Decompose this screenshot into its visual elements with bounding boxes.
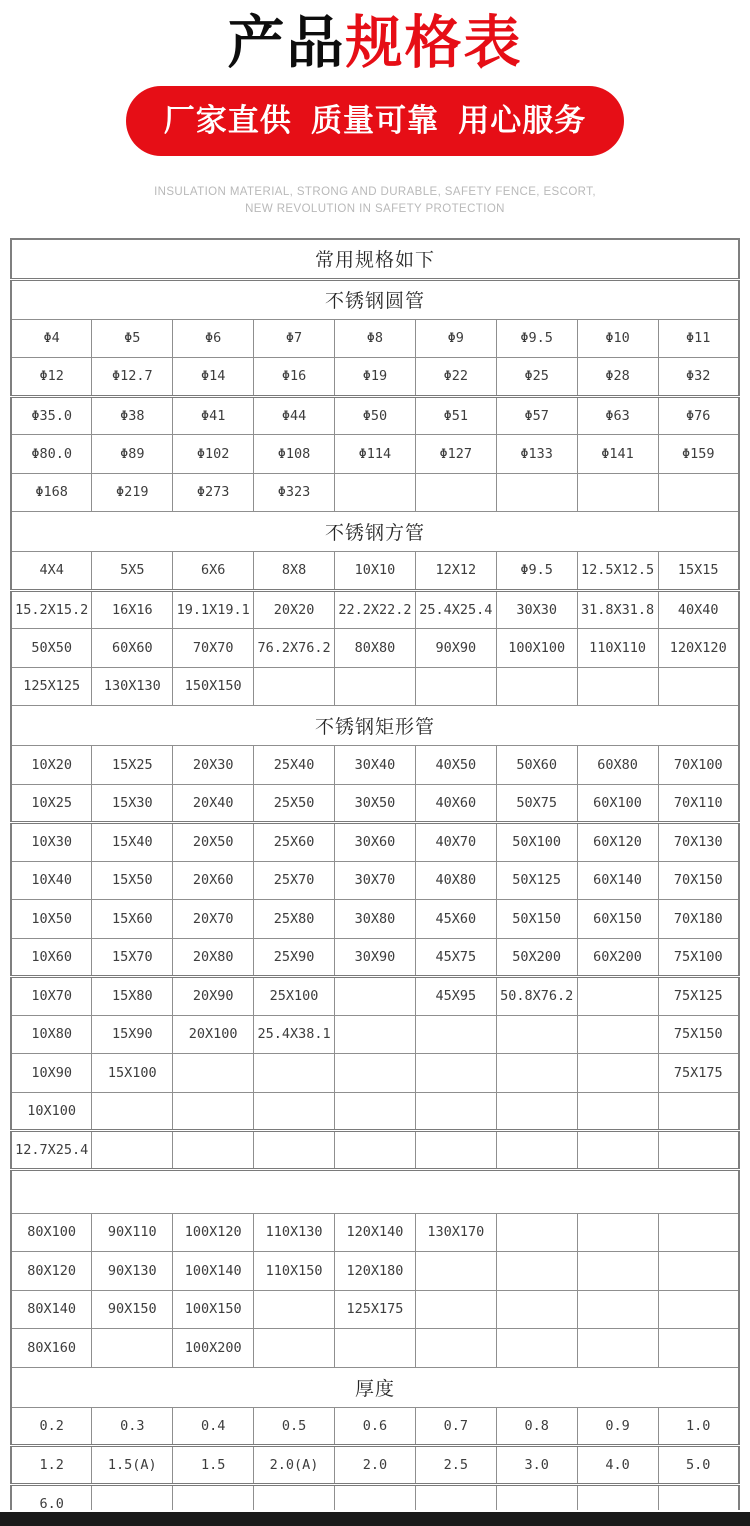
spec-cell: 125X175 — [335, 1290, 416, 1329]
spec-row — [11, 861, 739, 900]
spec-cell: 80X160 — [11, 1329, 92, 1368]
section-header-row — [11, 512, 739, 552]
spec-cell-empty — [415, 667, 496, 706]
spec-cell-empty — [92, 1329, 173, 1368]
spec-cell: Φ50 — [335, 396, 416, 435]
spec-cell: 25X50 — [254, 784, 335, 823]
spec-cell: 15X25 — [92, 746, 173, 785]
spec-cell: 1.0 — [658, 1407, 739, 1446]
spec-row — [11, 629, 739, 668]
spec-cell: Φ89 — [92, 435, 173, 474]
spec-cell: 5.0 — [658, 1446, 739, 1485]
spec-cell: 120X120 — [658, 629, 739, 668]
spec-cell: Φ57 — [496, 396, 577, 435]
spec-cell: 12.7X25.4 — [11, 1131, 92, 1170]
spec-cell: 3.0 — [496, 1446, 577, 1485]
spec-cell: 15X50 — [92, 861, 173, 900]
spec-cell-empty — [577, 1290, 658, 1329]
spec-cell: 50X200 — [496, 938, 577, 977]
spec-row — [11, 1252, 739, 1291]
spec-cell: 110X130 — [254, 1213, 335, 1252]
spec-row — [11, 319, 739, 358]
spec-cell: 45X95 — [415, 977, 496, 1016]
spec-cell: 12X12 — [415, 552, 496, 591]
spec-cell: 80X100 — [11, 1213, 92, 1252]
spec-cell: 30X90 — [335, 938, 416, 977]
spec-cell: 10X90 — [11, 1054, 92, 1093]
spec-cell: 20X40 — [173, 784, 254, 823]
spec-row — [11, 823, 739, 862]
spec-cell-empty — [415, 1015, 496, 1054]
spec-cell-empty — [173, 1484, 254, 1510]
section-header-row — [11, 1367, 739, 1407]
spec-cell: 19.1X19.1 — [173, 590, 254, 629]
spec-cell: 100X200 — [173, 1329, 254, 1368]
spec-cell: 2.0 — [335, 1446, 416, 1485]
spec-cell: 50X125 — [496, 861, 577, 900]
spec-cell: 100X150 — [173, 1290, 254, 1329]
spec-cell: 4X4 — [11, 552, 92, 591]
spec-cell: 10X80 — [11, 1015, 92, 1054]
spec-cell: Φ38 — [92, 396, 173, 435]
spec-row — [11, 1213, 739, 1252]
spec-cell: 25X40 — [254, 746, 335, 785]
spec-cell: 0.8 — [496, 1407, 577, 1446]
spec-cell: Φ4 — [11, 319, 92, 358]
spec-cell: 0.6 — [335, 1407, 416, 1446]
spec-cell: 25X80 — [254, 900, 335, 939]
spec-row — [11, 1329, 739, 1368]
spec-cell: 75X175 — [658, 1054, 739, 1093]
spec-cell: Φ9.5 — [496, 319, 577, 358]
spec-cell: Φ10 — [577, 319, 658, 358]
spec-cell: Φ9.5 — [496, 552, 577, 591]
spec-cell: 10X30 — [11, 823, 92, 862]
spec-cell: Φ12.7 — [92, 358, 173, 397]
spec-cell-empty — [335, 667, 416, 706]
spec-cell: 6X6 — [173, 552, 254, 591]
spec-cell-empty — [335, 473, 416, 512]
spec-cell: 15X40 — [92, 823, 173, 862]
spec-cell: 30X80 — [335, 900, 416, 939]
spec-cell: Φ76 — [658, 396, 739, 435]
spec-cell-empty — [658, 1131, 739, 1170]
spec-cell: Φ114 — [335, 435, 416, 474]
spec-cell: 12.5X12.5 — [577, 552, 658, 591]
spec-cell-empty — [254, 1484, 335, 1510]
spec-cell-empty — [415, 1484, 496, 1510]
spec-cell-empty — [658, 1484, 739, 1510]
spec-cell: 0.9 — [577, 1407, 658, 1446]
section-spacer-row — [11, 1169, 739, 1213]
section-spacer — [11, 1169, 739, 1213]
spec-row — [11, 590, 739, 629]
spec-cell: Φ219 — [92, 473, 173, 512]
spec-cell: Φ14 — [173, 358, 254, 397]
spec-cell-empty — [577, 1213, 658, 1252]
spec-cell: 40X70 — [415, 823, 496, 862]
spec-cell-empty — [496, 1252, 577, 1291]
spec-cell-empty — [173, 1054, 254, 1093]
spec-row — [11, 1015, 739, 1054]
spec-row — [11, 552, 739, 591]
spec-cell-empty — [577, 1329, 658, 1368]
spec-table — [10, 238, 740, 1510]
spec-cell: 6.0 — [11, 1484, 92, 1510]
spec-cell: 150X150 — [173, 667, 254, 706]
spec-cell-empty — [335, 1131, 416, 1170]
spec-cell: 20X60 — [173, 861, 254, 900]
spec-cell: 2.0(A) — [254, 1446, 335, 1485]
spec-cell-empty — [658, 1092, 739, 1131]
spec-cell-empty — [658, 1329, 739, 1368]
spec-cell: 120X180 — [335, 1252, 416, 1291]
spec-cell-empty — [496, 1092, 577, 1131]
page-title-black: 产品 — [227, 11, 346, 75]
spec-cell: 60X60 — [92, 629, 173, 668]
spec-cell: 0.5 — [254, 1407, 335, 1446]
spec-cell-empty — [658, 1290, 739, 1329]
spec-cell: 4.0 — [577, 1446, 658, 1485]
spec-cell: 90X130 — [92, 1252, 173, 1291]
spec-cell: Φ19 — [335, 358, 416, 397]
spec-cell: 110X110 — [577, 629, 658, 668]
section-header: 不锈钢圆管 — [11, 279, 739, 319]
spec-row — [11, 396, 739, 435]
spec-cell-empty — [658, 667, 739, 706]
spec-row — [11, 1407, 739, 1446]
spec-cell: Φ8 — [335, 319, 416, 358]
spec-cell: Φ44 — [254, 396, 335, 435]
spec-cell: Φ28 — [577, 358, 658, 397]
spec-cell-empty — [415, 1054, 496, 1093]
spec-row — [11, 473, 739, 512]
spec-cell: 15X15 — [658, 552, 739, 591]
spec-cell: 60X150 — [577, 900, 658, 939]
section-header-row — [11, 706, 739, 746]
spec-cell: 0.4 — [173, 1407, 254, 1446]
table-title: 常用规格如下 — [11, 239, 739, 279]
spec-cell: 70X110 — [658, 784, 739, 823]
page-title — [0, 0, 750, 80]
spec-cell-empty — [577, 1252, 658, 1291]
spec-row — [11, 1092, 739, 1131]
spec-cell: 130X130 — [92, 667, 173, 706]
spec-cell-empty — [496, 667, 577, 706]
spec-cell: 50.8X76.2 — [496, 977, 577, 1016]
spec-cell: 10X20 — [11, 746, 92, 785]
spec-cell: Φ102 — [173, 435, 254, 474]
spec-cell-empty — [496, 1213, 577, 1252]
section-header: 不锈钢方管 — [11, 512, 739, 552]
spec-cell: Φ273 — [173, 473, 254, 512]
spec-table-body — [11, 239, 739, 1510]
spec-cell-empty — [92, 1131, 173, 1170]
spec-cell: 40X60 — [415, 784, 496, 823]
spec-cell: 60X80 — [577, 746, 658, 785]
spec-row — [11, 358, 739, 397]
spec-cell: 110X150 — [254, 1252, 335, 1291]
subtitle-line-2: NEW REVOLUTION IN SAFETY PROTECTION — [245, 203, 505, 215]
spec-cell-empty — [658, 1252, 739, 1291]
spec-cell-empty — [496, 1329, 577, 1368]
spec-cell: Φ41 — [173, 396, 254, 435]
spec-cell: 10X50 — [11, 900, 92, 939]
section-header-row — [11, 279, 739, 319]
spec-cell: Φ22 — [415, 358, 496, 397]
spec-cell: Φ16 — [254, 358, 335, 397]
spec-cell: 20X70 — [173, 900, 254, 939]
subtitle — [0, 184, 750, 218]
spec-cell-empty — [577, 667, 658, 706]
spec-cell-empty — [577, 977, 658, 1016]
spec-cell: 90X90 — [415, 629, 496, 668]
spec-cell-empty — [415, 1252, 496, 1291]
spec-cell-empty — [496, 1484, 577, 1510]
spec-row — [11, 784, 739, 823]
spec-cell: 80X140 — [11, 1290, 92, 1329]
spec-cell-empty — [577, 1015, 658, 1054]
spec-cell: 50X50 — [11, 629, 92, 668]
spec-row — [11, 667, 739, 706]
spec-cell: 8X8 — [254, 552, 335, 591]
spec-cell-empty — [335, 1484, 416, 1510]
spec-cell: 90X110 — [92, 1213, 173, 1252]
spec-cell: 20X80 — [173, 938, 254, 977]
spec-cell: 100X120 — [173, 1213, 254, 1252]
spec-row — [11, 1054, 739, 1093]
spec-cell: 10X70 — [11, 977, 92, 1016]
spec-cell: Φ32 — [658, 358, 739, 397]
spec-cell: 70X150 — [658, 861, 739, 900]
spec-cell: 15X30 — [92, 784, 173, 823]
spec-cell: 60X100 — [577, 784, 658, 823]
spec-row — [11, 1131, 739, 1170]
spec-cell-empty — [335, 977, 416, 1016]
spec-cell: 2.5 — [415, 1446, 496, 1485]
spec-cell-empty — [173, 1131, 254, 1170]
spec-cell: 100X140 — [173, 1252, 254, 1291]
spec-cell: 60X120 — [577, 823, 658, 862]
spec-cell: 70X70 — [173, 629, 254, 668]
table-title-row — [11, 239, 739, 279]
spec-cell: Φ141 — [577, 435, 658, 474]
spec-cell-empty — [254, 667, 335, 706]
spec-cell: 20X30 — [173, 746, 254, 785]
spec-cell-empty — [496, 473, 577, 512]
spec-cell: Φ168 — [11, 473, 92, 512]
spec-cell: 80X80 — [335, 629, 416, 668]
section-header: 厚度 — [11, 1367, 739, 1407]
spec-cell: 25.4X38.1 — [254, 1015, 335, 1054]
spec-cell: Φ108 — [254, 435, 335, 474]
spec-cell-empty — [335, 1329, 416, 1368]
spec-cell: 10X100 — [11, 1092, 92, 1131]
spec-cell-empty — [415, 1290, 496, 1329]
spec-cell: Φ51 — [415, 396, 496, 435]
spec-cell-empty — [577, 1092, 658, 1131]
spec-cell: 0.7 — [415, 1407, 496, 1446]
spec-cell: Φ63 — [577, 396, 658, 435]
spec-cell: 45X75 — [415, 938, 496, 977]
spec-cell: 50X150 — [496, 900, 577, 939]
spec-cell: 30X60 — [335, 823, 416, 862]
spec-cell: 0.2 — [11, 1407, 92, 1446]
spec-cell-empty — [415, 1131, 496, 1170]
spec-cell: 25X90 — [254, 938, 335, 977]
spec-cell: 120X140 — [335, 1213, 416, 1252]
spec-cell-empty — [577, 473, 658, 512]
spec-cell: 40X40 — [658, 590, 739, 629]
spec-cell: 125X125 — [11, 667, 92, 706]
spec-cell-empty — [415, 1092, 496, 1131]
spec-cell: 40X80 — [415, 861, 496, 900]
spec-cell: 50X75 — [496, 784, 577, 823]
spec-cell: 10X10 — [335, 552, 416, 591]
spec-cell-empty — [335, 1092, 416, 1131]
spec-cell-empty — [496, 1290, 577, 1329]
spec-cell: 60X200 — [577, 938, 658, 977]
spec-cell: 70X130 — [658, 823, 739, 862]
spec-row — [11, 746, 739, 785]
spec-cell: 0.3 — [92, 1407, 173, 1446]
spec-cell-empty — [577, 1484, 658, 1510]
spec-row — [11, 435, 739, 474]
spec-cell: 25X100 — [254, 977, 335, 1016]
spec-cell: 15X60 — [92, 900, 173, 939]
spec-cell: 75X100 — [658, 938, 739, 977]
spec-cell: Φ35.0 — [11, 396, 92, 435]
spec-cell: 1.5 — [173, 1446, 254, 1485]
spec-cell: 30X70 — [335, 861, 416, 900]
spec-cell: 22.2X22.2 — [335, 590, 416, 629]
bottom-bar — [0, 1512, 750, 1526]
spec-cell-empty — [254, 1092, 335, 1131]
spec-cell: Φ133 — [496, 435, 577, 474]
spec-cell: 1.5(A) — [92, 1446, 173, 1485]
spec-table-wrap — [10, 238, 740, 1510]
spec-cell: Φ6 — [173, 319, 254, 358]
spec-cell: 80X120 — [11, 1252, 92, 1291]
spec-cell: Φ12 — [11, 358, 92, 397]
banner-text: 厂家直供 质量可靠 用心服务 — [163, 103, 587, 138]
spec-cell-empty — [658, 1213, 739, 1252]
spec-cell: Φ25 — [496, 358, 577, 397]
spec-cell: Φ127 — [415, 435, 496, 474]
spec-cell-empty — [415, 473, 496, 512]
spec-cell: 15X100 — [92, 1054, 173, 1093]
spec-cell-empty — [658, 473, 739, 512]
spec-cell: 20X50 — [173, 823, 254, 862]
spec-cell: 75X125 — [658, 977, 739, 1016]
spec-row — [11, 1290, 739, 1329]
spec-cell: Φ9 — [415, 319, 496, 358]
spec-cell: 100X100 — [496, 629, 577, 668]
spec-cell-empty — [577, 1054, 658, 1093]
spec-cell: 10X25 — [11, 784, 92, 823]
spec-cell-empty — [577, 1131, 658, 1170]
banner-pill — [126, 86, 624, 156]
spec-cell: 15X70 — [92, 938, 173, 977]
spec-cell: 60X140 — [577, 861, 658, 900]
section-header: 不锈钢矩形管 — [11, 706, 739, 746]
spec-row — [11, 977, 739, 1016]
spec-cell: 25.4X25.4 — [415, 590, 496, 629]
spec-cell: 45X60 — [415, 900, 496, 939]
spec-cell: 20X100 — [173, 1015, 254, 1054]
spec-cell: 20X20 — [254, 590, 335, 629]
spec-cell: 130X170 — [415, 1213, 496, 1252]
spec-cell: 75X150 — [658, 1015, 739, 1054]
spec-cell: Φ7 — [254, 319, 335, 358]
spec-cell: Φ11 — [658, 319, 739, 358]
spec-cell-empty — [496, 1015, 577, 1054]
spec-cell: 30X50 — [335, 784, 416, 823]
spec-cell: 15X80 — [92, 977, 173, 1016]
spec-cell-empty — [254, 1131, 335, 1170]
spec-cell: 50X100 — [496, 823, 577, 862]
spec-cell: 30X40 — [335, 746, 416, 785]
spec-cell: 70X100 — [658, 746, 739, 785]
spec-cell-empty — [496, 1131, 577, 1170]
spec-cell: 16X16 — [92, 590, 173, 629]
spec-row — [11, 1484, 739, 1510]
spec-row — [11, 938, 739, 977]
spec-cell: 70X180 — [658, 900, 739, 939]
spec-row — [11, 900, 739, 939]
spec-cell: 76.2X76.2 — [254, 629, 335, 668]
spec-cell: 20X90 — [173, 977, 254, 1016]
subtitle-line-1: INSULATION MATERIAL, STRONG AND DURABLE, SAFETY FENCE, ESCORT, — [154, 186, 596, 198]
spec-cell: 10X60 — [11, 938, 92, 977]
spec-cell: Φ5 — [92, 319, 173, 358]
spec-cell-empty — [92, 1092, 173, 1131]
page-title-red: 规格表 — [345, 11, 523, 75]
spec-cell: Φ80.0 — [11, 435, 92, 474]
spec-cell: 25X70 — [254, 861, 335, 900]
spec-cell-empty — [496, 1054, 577, 1093]
spec-cell-empty — [173, 1092, 254, 1131]
spec-cell-empty — [92, 1484, 173, 1510]
spec-cell-empty — [335, 1054, 416, 1093]
spec-row — [11, 1446, 739, 1485]
spec-cell: 1.2 — [11, 1446, 92, 1485]
spec-cell-empty — [254, 1054, 335, 1093]
spec-cell: 31.8X31.8 — [577, 590, 658, 629]
spec-cell: 30X30 — [496, 590, 577, 629]
spec-cell-empty — [415, 1329, 496, 1368]
spec-cell: Φ159 — [658, 435, 739, 474]
spec-cell: 15X90 — [92, 1015, 173, 1054]
spec-cell: 15.2X15.2 — [11, 590, 92, 629]
spec-cell: 50X60 — [496, 746, 577, 785]
spec-cell: 90X150 — [92, 1290, 173, 1329]
spec-cell-empty — [254, 1290, 335, 1329]
spec-cell: 5X5 — [92, 552, 173, 591]
spec-cell: 25X60 — [254, 823, 335, 862]
spec-cell: 40X50 — [415, 746, 496, 785]
spec-cell-empty — [254, 1329, 335, 1368]
spec-cell: 10X40 — [11, 861, 92, 900]
spec-cell: Φ323 — [254, 473, 335, 512]
spec-cell-empty — [335, 1015, 416, 1054]
